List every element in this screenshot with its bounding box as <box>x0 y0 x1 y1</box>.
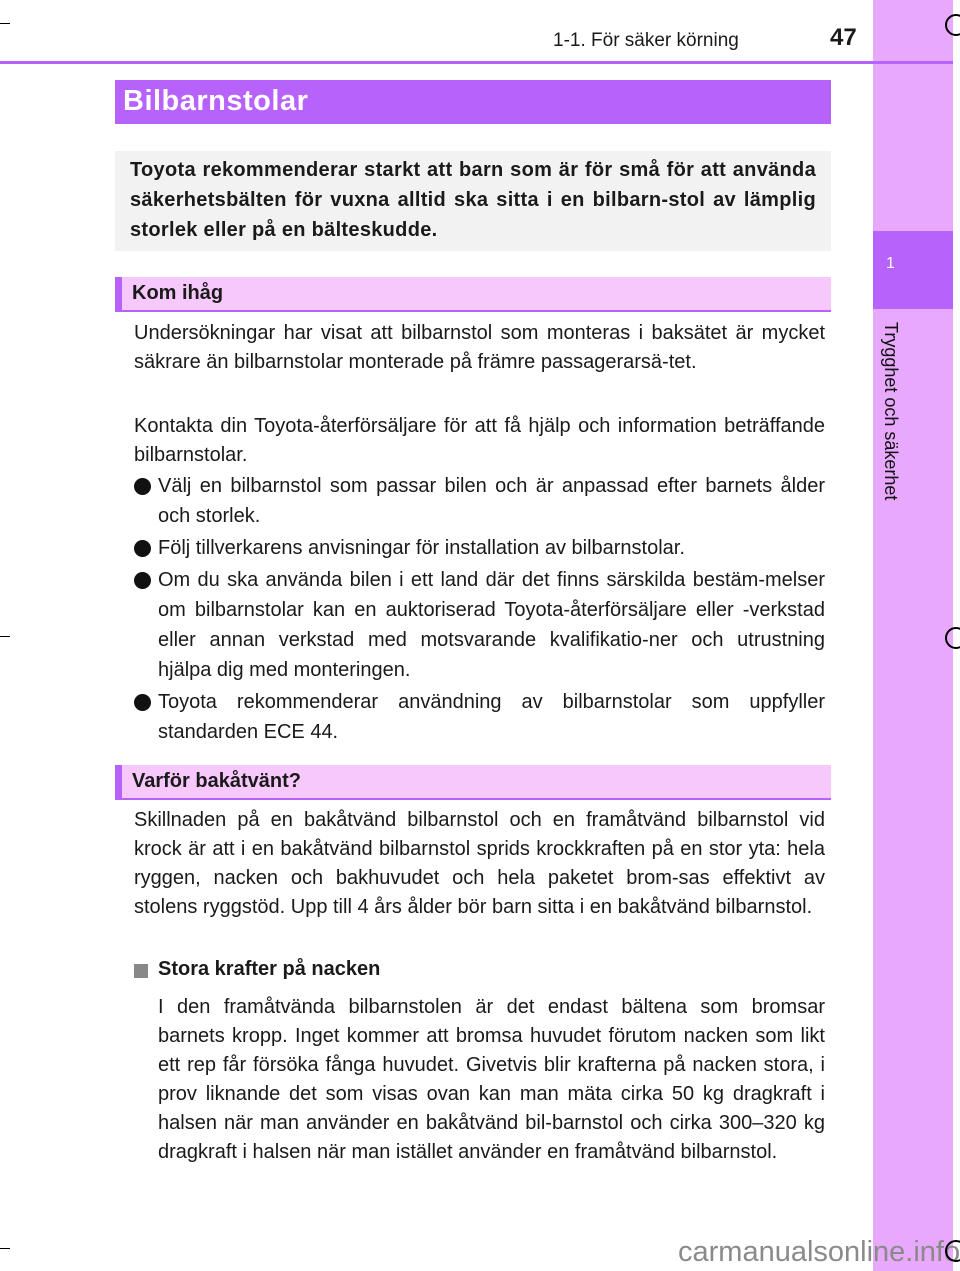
section-heading-text: Varför bakåtvänt? <box>132 770 301 792</box>
bullet-text: Om du ska använda bilen i ett land där det finns särskilda bestäm-melser om bilbarnstolar kan en auktoriserad Toyota-återförsäljare eller -verkstad eller annan verkstad med motsvarande kvalifikatio-ner och utrustning hjälpa dig med monteringen. <box>158 569 825 681</box>
crop-mark <box>0 1248 10 1249</box>
registration-mark-icon <box>945 627 960 649</box>
registration-mark-icon <box>945 1240 960 1262</box>
watermark: carmanualsonline.info <box>678 1236 960 1268</box>
crop-mark <box>0 23 10 24</box>
paragraph: I den framåtvända bilbarnstolen är det endast bältena som bromsar barnets kropp. Inget kommer att bromsa huvudet förutom nacken som likt ett rep får försöka fånga huvudet. Givetvis blir krafterna på nacken stora, i prov liknande det som visas ovan kan man mäta cirka 50 kg dragkraft i halsen när man använder en bakåtvänd bil-barnstol och cirka 300–320 kg dragkraft i halsen när man istället använder en framåtvänd bilbarnstol. <box>158 996 825 1163</box>
square-bullet-icon <box>134 964 148 978</box>
subheading: Stora krafter på nacken <box>158 958 381 980</box>
bullet-icon <box>134 694 151 711</box>
chapter-number: 1 <box>886 255 895 272</box>
bullet-icon <box>134 478 151 495</box>
bullet-item <box>134 533 825 563</box>
chapter-sidebar <box>873 0 953 1271</box>
registration-mark-icon <box>945 14 960 36</box>
paragraph: Undersökningar har visat att bilbarnstol som monteras i baksätet är mycket säkrare än bilbarnstolar monterade på främre passagerarsä-tet. <box>134 322 825 373</box>
header-section: 1-1. För säker körning <box>553 30 739 51</box>
crop-mark <box>0 636 10 637</box>
intro-box <box>115 151 831 251</box>
section-heading-kom-ihag <box>115 277 831 312</box>
heading-accent <box>115 765 122 798</box>
header-divider <box>0 61 953 64</box>
bullet-icon <box>134 540 151 557</box>
chapter-title: Trygghet och säkerhet <box>881 322 901 501</box>
bullet-icon <box>134 572 151 589</box>
bullet-text: Toyota rekommenderar användning av bilbarnstolar som uppfyller standarden ECE 44. <box>158 691 825 743</box>
bullet-text: Välj en bilbarnstol som passar bilen och är anpassad efter barnets ålder och storlek. <box>158 475 825 527</box>
bullet-item <box>134 565 825 685</box>
chapter-tab-active[interactable] <box>873 231 953 309</box>
section-heading-varfor-bakatvant <box>115 765 831 800</box>
page-number: 47 <box>830 24 857 51</box>
bullet-item <box>134 687 825 747</box>
page-title: Bilbarnstolar <box>123 85 309 117</box>
paragraph: Kontakta din Toyota-återförsäljare för att få hjälp och information beträffande bilbarnstolar. <box>134 415 825 466</box>
bullet-text: Följ tillverkarens anvisningar för installation av bilbarnstolar. <box>158 537 685 559</box>
heading-accent <box>115 277 122 310</box>
section-heading-text: Kom ihåg <box>132 282 224 304</box>
bullet-item <box>134 471 825 531</box>
intro-text: Toyota rekommenderar starkt att barn som är för små för att använda säkerhetsbälten för vuxna alltid ska sitta i en bilbarn-stol av lämplig storlek eller på en bälteskudde. <box>130 159 816 241</box>
paragraph: Skillnaden på en bakåtvänd bilbarnstol och en framåtvänd bilbarnstol vid krock är att i en bakåtvänd bilbarnstol sprids krockkraften på en stor yta: hela ryggen, nacken och bakhuvudet och hela paketet brom-sas effektivt av stolens ryggstöd. Upp till 4 års ålder bör barn sitta i en bakåtvänd bilbarnstol. <box>134 809 825 918</box>
